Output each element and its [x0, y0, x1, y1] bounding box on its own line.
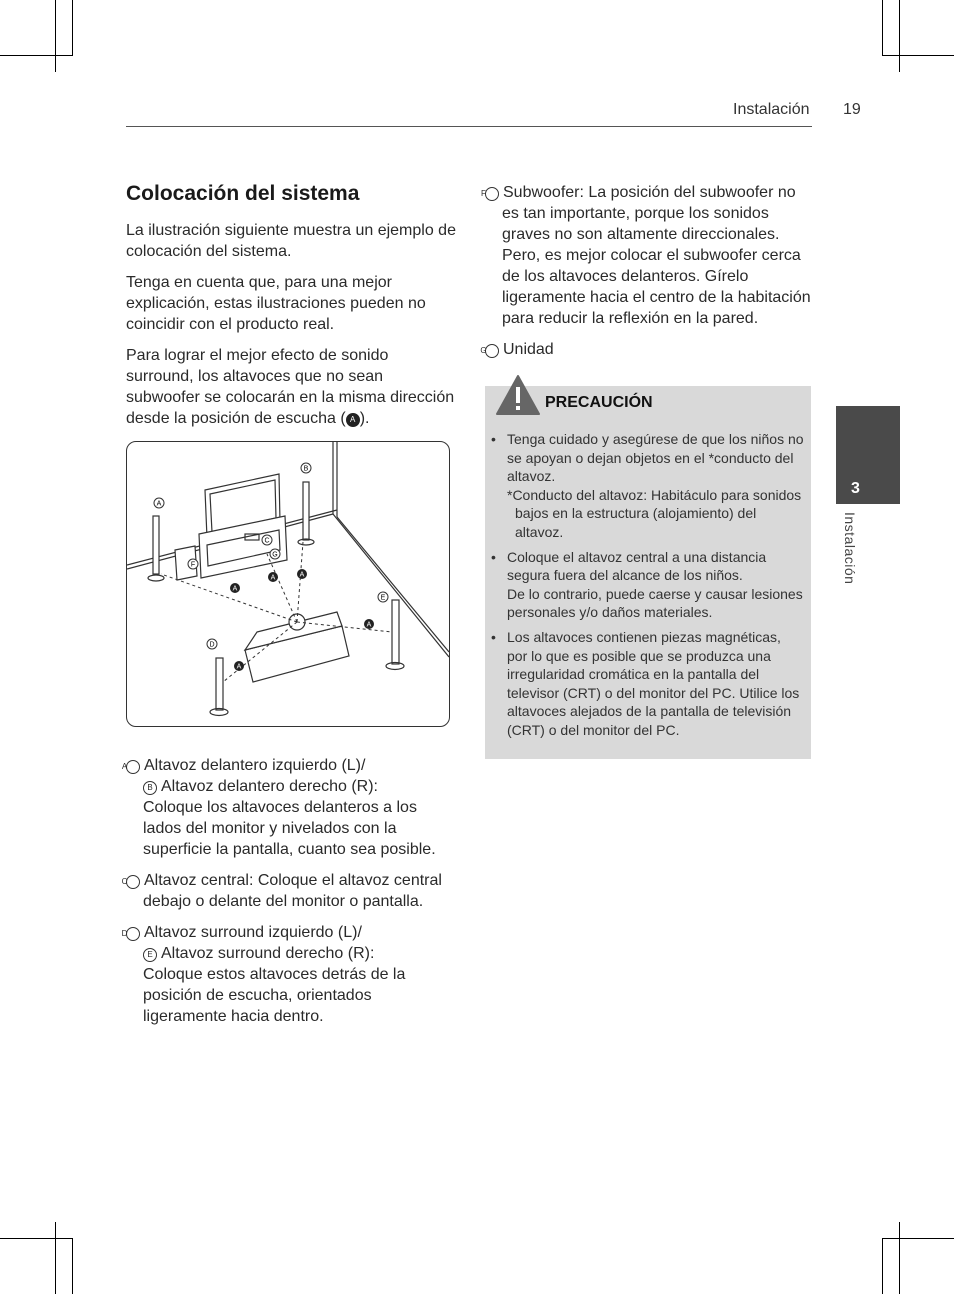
svg-text:F: F — [190, 561, 196, 569]
svg-text:C: C — [264, 537, 270, 545]
marker-f: F — [485, 187, 499, 201]
svg-text:A: A — [270, 574, 276, 582]
svg-text:A: A — [299, 571, 305, 579]
svg-text:A: A — [232, 585, 238, 593]
marker-a-dark: A — [346, 413, 360, 427]
intro-paragraph-3 — [126, 345, 456, 429]
marker-c: C — [126, 875, 140, 889]
svg-text:A: A — [236, 663, 242, 671]
intro-paragraph-1: La ilustración siguiente muestra un ejemplo de colocación del sistema. — [126, 222, 456, 260]
crop-mark — [882, 0, 883, 56]
crop-mark — [72, 1238, 73, 1294]
intro-end: ). — [359, 410, 370, 427]
caution-item-1-note: *Conducto del altavoz: Habitáculo para sonidos bajos en la estructura (alojamiento) del altavoz. — [507, 486, 802, 540]
marker-d: D — [126, 927, 140, 941]
svg-text:B: B — [303, 465, 309, 473]
caution-item-1-text: Tenga cuidado y asegúrese de que los niños no se apoyan o dejan objetos en el *conducto del altavoz. — [507, 431, 804, 485]
marker-g: G — [485, 344, 499, 358]
section-title: Colocación del sistema — [126, 182, 360, 205]
crop-mark — [899, 0, 900, 72]
crop-mark — [0, 55, 72, 56]
left-column — [121, 182, 456, 1037]
item-ab-line1: Altavoz delantero izquierdo (L)/ — [144, 757, 366, 774]
warning-icon — [495, 374, 541, 416]
crop-mark — [55, 0, 56, 72]
marker-b: B — [143, 781, 157, 795]
item-de-text: Coloque estos altavoces detrás de la posición de escucha, orientados ligeramente hacia dentro. — [143, 966, 406, 1025]
crop-mark — [55, 1222, 56, 1294]
intro-text: Para lograr el mejor efecto de sonido surround, los altavoces que no sean subwoofer se colocarán en la misma dirección desde la posición de escucha ( — [126, 347, 455, 427]
caution-item-3-text: Los altavoces contienen piezas magnéticas, por lo que es posible que se produzca una irregularidad cromática en la pantalla del televisor (CRT) o del monitor del PC. Utilice los altavoces alejados de la pantalla de televisión (CRT) o del monitor del PC. — [507, 628, 800, 738]
caution-item-2-text: Coloque el altavoz central a una distancia segura fuera del alcance de los niños. — [507, 548, 767, 584]
list-item-c — [121, 870, 456, 912]
item-de-line1: Altavoz surround izquierdo (L)/ — [144, 924, 362, 941]
caution-item-3 — [507, 628, 805, 740]
svg-text:A: A — [366, 621, 372, 629]
item-g-text: Unidad — [503, 341, 554, 358]
intro-paragraph-2: Tenga en cuenta que, para una mejor explicación, estas ilustraciones pueden no coincidir con el producto real. — [126, 274, 426, 333]
page-number: 19 — [843, 101, 861, 118]
label-a: A — [156, 500, 162, 508]
caution-list — [485, 430, 811, 746]
svg-text:D: D — [209, 641, 215, 649]
header-rule — [126, 126, 812, 127]
caution-title: PRECAUCIÓN — [545, 394, 653, 411]
chapter-tab — [836, 406, 900, 504]
marker-e: E — [143, 948, 157, 962]
placement-diagram — [126, 441, 450, 727]
header-section-name: Instalación — [733, 101, 810, 118]
list-item-f — [481, 182, 815, 329]
crop-mark — [882, 1238, 883, 1294]
marker-a: A — [126, 760, 140, 774]
crop-mark — [0, 1238, 72, 1239]
caution-item-2 — [507, 548, 805, 622]
item-ab-line2: Altavoz delantero derecho (R): — [161, 778, 378, 795]
caution-item-1 — [507, 430, 805, 542]
crop-mark — [882, 1238, 954, 1239]
caution-item-2-more: De lo contrario, puede caerse y causar lesiones personales y/o daños materiales. — [507, 585, 803, 621]
item-ab-text: Coloque los altavoces delanteros a los lados del monitor y nivelados con la superficie la pantalla, cuanto sea posible. — [143, 799, 436, 858]
item-ab-sub — [143, 776, 456, 797]
room-illustration — [127, 442, 449, 726]
chapter-number: 3 — [851, 480, 860, 497]
chapter-label: Instalación — [842, 512, 858, 585]
svg-text:G: G — [272, 551, 278, 559]
right-column — [480, 182, 815, 759]
crop-mark — [72, 0, 73, 56]
crop-mark — [899, 1222, 900, 1294]
list-item-g — [480, 339, 815, 360]
item-de-line2: Altavoz surround derecho (R): — [161, 945, 375, 962]
caution-box — [485, 386, 811, 759]
item-c-text: Altavoz central: Coloque el altavoz central debajo o delante del monitor o pantalla. — [143, 872, 442, 910]
item-f-text: Subwoofer: La posición del subwoofer no es tan importante, porque los sonidos graves no son altamente direccionales. Pero, es mejor colocar el subwoofer cerca de los altavoces delanteros. Gírelo ligeramente hacia el centro de la habitación para reducir la reflexión en la pared. — [502, 184, 811, 327]
list-item-de — [121, 922, 456, 1027]
item-de-sub — [143, 943, 456, 964]
list-item-ab — [121, 755, 456, 860]
crop-mark — [882, 55, 954, 56]
svg-text:E: E — [380, 594, 386, 602]
